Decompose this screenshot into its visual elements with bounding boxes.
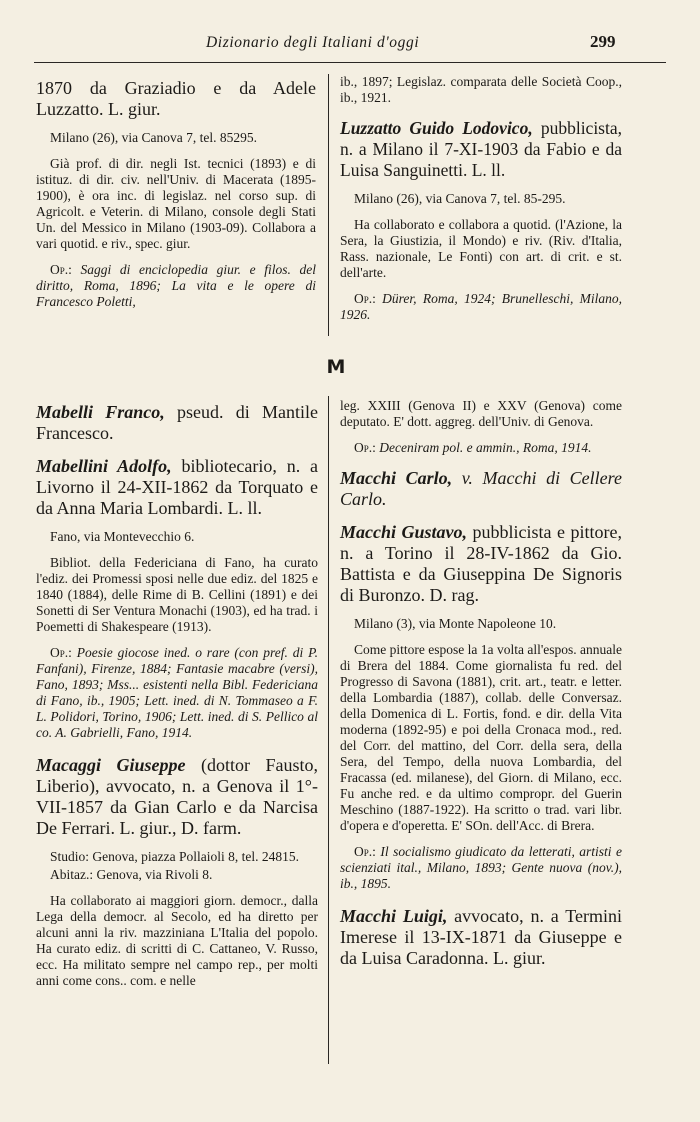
page-number: 299 [590, 32, 616, 51]
top-left-column [36, 78, 316, 320]
entry-name: Macchi Gustavo, [340, 522, 468, 542]
works-list: Saggi di enciclopedia giur. e filos. del diritto, Roma, 1896; La vita e le opere di Francesco Poletti, [36, 262, 316, 309]
header-rule [34, 62, 666, 63]
entry-address: Milano (3), via Monte Napoleone 10. [354, 616, 557, 631]
works-list: Deceniram pol. e ammin., Roma, 1914. [379, 440, 592, 455]
works-label: Op.: [354, 440, 376, 455]
entry-name: Macaggi Giuseppe [36, 755, 186, 775]
entry-home: Abitaz.: Genova, via Rivoli 8. [50, 867, 213, 882]
entry-works [36, 645, 318, 741]
entry-continuation: ib., 1897; Legislaz. comparata delle Società Coop., ib., 1921. [340, 74, 622, 105]
entry-head-rest: pseud. di Mantile Francesco. [36, 402, 318, 443]
entry-body: Già prof. di dir. negli Ist. tecnici (1893) e di istituz. di dir. civ. nell'Univ. di Macerata (1895-1900), è ora inc. di legislaz. nel corso sup. di Agricolt. e Veterin. di Milano, console degli Stati Un. del Messico in Milano (1903-09). Collabora a vari quotid. e riv., spec. giur. [36, 156, 316, 251]
entry-head [340, 906, 622, 969]
entry-head [36, 456, 318, 519]
entry-works [340, 844, 622, 892]
entry-name: Macchi Luigi, [340, 906, 448, 926]
entry-studio: Studio: Genova, piazza Pollaioli 8, tel. 24815. [50, 849, 299, 864]
running-head [0, 30, 700, 56]
entry-body: Ha collaborato ai maggiori giorn. democr., dalla Lega della democr. al Secolo, ed ha diretto per alcuni anni la riv. mazziniana L'Italia del popolo. Ha curato ediz. di scritti di C. Cattaneo, V. Russo, ecc. Ha militato sempre nel campo rep., per molti anni come cons.. com. e nelle [36, 893, 318, 988]
entry-head-rest: v. Macchi di Cellere Carlo. [340, 468, 622, 509]
entry-head-rest: avvocato, n. a Termini Imerese il 13-IX-1871 da Giuseppe e da Luisa Caradonna. L. giur. [340, 906, 622, 968]
entry-head-rest: pubblicista, n. a Milano il 7-XI-1903 da Fabio e da Luisa Sanguinetti. L. ll. [340, 118, 622, 180]
entry-head-rest: bibliotecario, n. a Livorno il 24-XII-1862 da Torquato e da Anna Maria Lombardi. L. ll. [36, 456, 318, 518]
top-right-column [340, 74, 622, 333]
entry-body: Bibliot. della Federiciana di Fano, ha curato l'ediz. dei Promessi sposi nelle due ediz. del 1825 e 1840 (1884), delle Rime di B. Cellini (1891) e dei Sonetti di Ser Ventura Monachi (1903), ed ha trad. i Poemetti di Shakespeare (1913). [36, 555, 318, 634]
entry-address: Milano (26), via Canova 7, tel. 85-295. [354, 191, 566, 206]
works-list: Dürer, Roma, 1924; Brunelleschi, Milano, 1926. [340, 291, 622, 322]
entry-head [36, 755, 318, 839]
works-list: Poesie giocose ined. o rare (con pref. di P. Fanfani), Firenze, 1884; Fantasie macabre (versi), Fano, 1893; Mss... esistenti nella Bibl. Federiciana di Fano, ib., 1905; Lett. ined. di N. Tommaseo a F. L. Polidori, Torino, 1906; Lett. ined. di S. Pellico al co. A. Gabrielli, Fano, 1914. [36, 645, 318, 740]
works-list: Il socialismo giudicato da letterati, artisti e scienziati ital., Milano, 1893; Gente nuova (nov.), ib., 1895. [340, 844, 622, 891]
entry-name: Mabellini Adolfo, [36, 456, 172, 476]
entry-head [340, 468, 622, 510]
works-label: Op.: [50, 645, 72, 660]
column-divider-bottom [328, 396, 329, 1064]
left-column [36, 402, 318, 999]
entry-name: Macchi Carlo, [340, 468, 453, 488]
entry-head [340, 118, 622, 181]
entry-head [340, 522, 622, 606]
entry-address: Fano, via Montevecchio 6. [50, 529, 195, 544]
works-label: Op.: [354, 844, 376, 859]
entry-address: Milano (26), via Canova 7, tel. 85295. [50, 130, 257, 145]
right-column [340, 398, 622, 979]
entry-body: Ha collaborato e collabora a quotid. (l'Azione, la Sera, la Giustizia, il Mondo) e riv. (Riv. d'Italia, Rass. nazionale, Le Fonti) con art. di crit. e st. dell'arte. [340, 217, 622, 280]
entry-head-rest: pubblicista e pittore, n. a Torino il 28-IV-1862 da Gio. Battista e da Giuseppina De Signoris di Buronzo. D. rag. [340, 522, 623, 605]
running-title: Dizionario degli Italiani d'oggi [206, 34, 420, 51]
entry-works [340, 440, 622, 456]
entry-head [36, 402, 318, 444]
entry-head-rest: (dottor Fausto, Liberio), avvocato, n. a Genova il 1°-VII-1857 da Gian Carlo e da Narcisa De Ferrari. L. giur., D. farm. [36, 755, 318, 838]
works-label: Op.: [354, 291, 376, 306]
entry-continuation: leg. XXIII (Genova II) e XXV (Genova) come deputato. E' dott. aggreg. dell'Univ. di Genova. [340, 398, 622, 429]
column-divider-top [328, 74, 329, 336]
works-label: Op.: [50, 262, 72, 277]
entry-body: Come pittore espose la 1a volta all'espos. annuale di Brera del 1884. Come giornalista fu red. del Progresso di Savona (1881), crit. art., teatr. e letter. della Lombardia (1887), collab. delle Conversaz. della Domenica di L. Fortis, fond. e dir. della Vita moderna (1892-95) e poi della Cronaca mod., red. del Corr. del mattino, del Corr. della sera, della Sera, del Tempo, della nuova Lombardia, del Fracassa (ed. milanese), del Giorn. di Milano, ecc. Fu anche red. e da ultimo compropr. del Guerin Meschino (1887-1922). Ha scritto o trad. vari libr. d'opera e d'operetta. E' SOn. dell'Acc. di Brera. [340, 642, 622, 833]
entry-head: 1870 da Graziadio e da Adele Luzzatto. L. giur. [36, 78, 316, 119]
entry-name: Luzzatto Guido Lodovico, [340, 118, 533, 138]
section-letter: M [326, 356, 346, 378]
entry-works [36, 262, 316, 310]
entry-works [340, 291, 622, 323]
entry-name: Mabelli Franco, [36, 402, 165, 422]
